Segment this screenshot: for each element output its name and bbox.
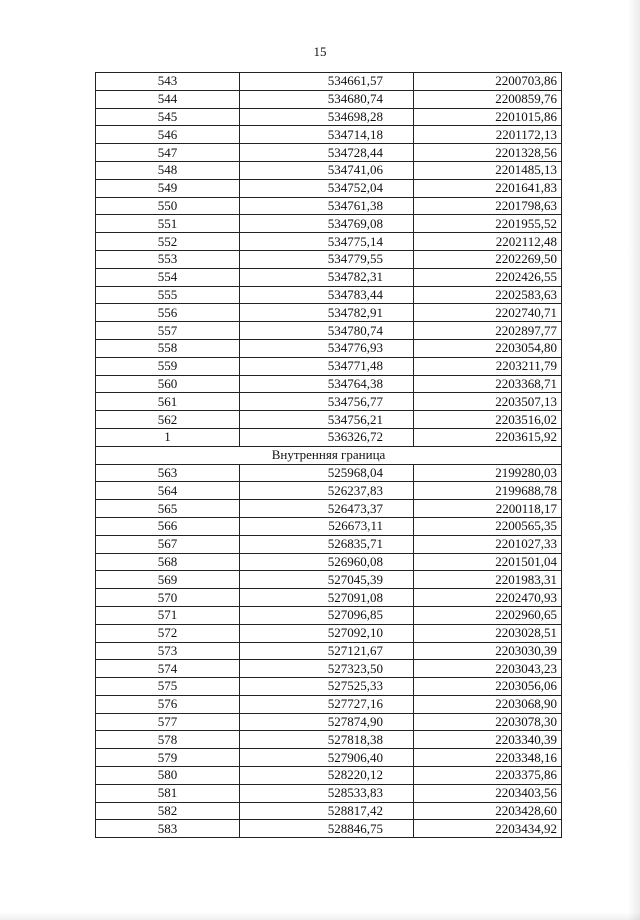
y-coordinate-cell: 2200565,35 xyxy=(414,517,562,535)
table-row xyxy=(96,322,562,340)
y-coordinate-cell: 2203615,92 xyxy=(414,428,562,446)
y-coordinate-cell: 2203211,79 xyxy=(414,357,562,375)
table-row xyxy=(96,589,562,607)
x-coordinate-cell: 534783,44 xyxy=(240,286,414,304)
y-coordinate-cell: 2201983,31 xyxy=(414,571,562,589)
point-number-cell: 552 xyxy=(96,233,240,251)
point-number-cell: 577 xyxy=(96,713,240,731)
point-number-cell: 570 xyxy=(96,589,240,607)
y-coordinate-cell: 2202112,48 xyxy=(414,233,562,251)
point-number-cell: 583 xyxy=(96,820,240,838)
point-number-cell: 544 xyxy=(96,90,240,108)
point-number-cell: 574 xyxy=(96,660,240,678)
x-coordinate-cell: 526835,71 xyxy=(240,535,414,553)
y-coordinate-cell: 2201955,52 xyxy=(414,215,562,233)
point-number-cell: 563 xyxy=(96,464,240,482)
table-row xyxy=(96,179,562,197)
y-coordinate-cell: 2199280,03 xyxy=(414,464,562,482)
y-coordinate-cell: 2201027,33 xyxy=(414,535,562,553)
y-coordinate-cell: 2202960,65 xyxy=(414,606,562,624)
x-coordinate-cell: 528846,75 xyxy=(240,820,414,838)
point-number-cell: 550 xyxy=(96,197,240,215)
x-coordinate-cell: 527096,85 xyxy=(240,606,414,624)
point-number-cell: 562 xyxy=(96,411,240,429)
x-coordinate-cell: 534661,57 xyxy=(240,73,414,91)
y-coordinate-cell: 2203028,51 xyxy=(414,624,562,642)
table-row xyxy=(96,642,562,660)
y-coordinate-cell: 2201641,83 xyxy=(414,179,562,197)
x-coordinate-cell: 534728,44 xyxy=(240,144,414,162)
coordinates-table xyxy=(95,72,562,838)
x-coordinate-cell: 534756,77 xyxy=(240,393,414,411)
table-row xyxy=(96,535,562,553)
point-number-cell: 555 xyxy=(96,286,240,304)
table-row xyxy=(96,339,562,357)
y-coordinate-cell: 2203375,86 xyxy=(414,767,562,785)
table-row xyxy=(96,144,562,162)
x-coordinate-cell: 536326,72 xyxy=(240,428,414,446)
table-row xyxy=(96,268,562,286)
table-row xyxy=(96,606,562,624)
point-number-cell: 565 xyxy=(96,500,240,518)
y-coordinate-cell: 2202426,55 xyxy=(414,268,562,286)
point-number-cell: 579 xyxy=(96,749,240,767)
y-coordinate-cell: 2202269,50 xyxy=(414,250,562,268)
y-coordinate-cell: 2200118,17 xyxy=(414,500,562,518)
y-coordinate-cell: 2202583,63 xyxy=(414,286,562,304)
x-coordinate-cell: 534782,31 xyxy=(240,268,414,286)
y-coordinate-cell: 2203054,80 xyxy=(414,339,562,357)
y-coordinate-cell: 2203428,60 xyxy=(414,802,562,820)
point-number-cell: 575 xyxy=(96,678,240,696)
table-row xyxy=(96,713,562,731)
table-row xyxy=(96,464,562,482)
table-row xyxy=(96,678,562,696)
y-coordinate-cell: 2201015,86 xyxy=(414,108,562,126)
x-coordinate-cell: 534779,55 xyxy=(240,250,414,268)
table-row xyxy=(96,695,562,713)
table-row xyxy=(96,393,562,411)
point-number-cell: 578 xyxy=(96,731,240,749)
y-coordinate-cell: 2203368,71 xyxy=(414,375,562,393)
table-row xyxy=(96,304,562,322)
table-row xyxy=(96,375,562,393)
point-number-cell: 581 xyxy=(96,784,240,802)
table-row xyxy=(96,802,562,820)
point-number-cell: 573 xyxy=(96,642,240,660)
page-number: 15 xyxy=(313,44,327,59)
x-coordinate-cell: 527092,10 xyxy=(240,624,414,642)
point-number-cell: 572 xyxy=(96,624,240,642)
table-row xyxy=(96,197,562,215)
x-coordinate-cell: 528533,83 xyxy=(240,784,414,802)
table-row xyxy=(96,428,562,446)
y-coordinate-cell: 2202470,93 xyxy=(414,589,562,607)
x-coordinate-cell: 527323,50 xyxy=(240,660,414,678)
table-row xyxy=(96,553,562,571)
table-row xyxy=(96,482,562,500)
point-number-cell: 556 xyxy=(96,304,240,322)
table-row xyxy=(96,126,562,144)
point-number-cell: 566 xyxy=(96,517,240,535)
table-row xyxy=(96,571,562,589)
point-number-cell: 569 xyxy=(96,571,240,589)
table-row xyxy=(96,749,562,767)
table-row xyxy=(96,500,562,518)
x-coordinate-cell: 534782,91 xyxy=(240,304,414,322)
point-number-cell: 543 xyxy=(96,73,240,91)
scan-shadow-bottom xyxy=(0,912,640,920)
x-coordinate-cell: 534776,93 xyxy=(240,339,414,357)
y-coordinate-cell: 2201172,13 xyxy=(414,126,562,144)
table-row xyxy=(96,286,562,304)
x-coordinate-cell: 527906,40 xyxy=(240,749,414,767)
y-coordinate-cell: 2203078,30 xyxy=(414,713,562,731)
table-row xyxy=(96,660,562,678)
table-row xyxy=(96,161,562,179)
section-header-row xyxy=(96,446,562,464)
point-number-cell: 582 xyxy=(96,802,240,820)
y-coordinate-cell: 2200859,76 xyxy=(414,90,562,108)
point-number-cell: 564 xyxy=(96,482,240,500)
point-number-cell: 576 xyxy=(96,695,240,713)
point-number-cell: 568 xyxy=(96,553,240,571)
x-coordinate-cell: 534761,38 xyxy=(240,197,414,215)
point-number-cell: 558 xyxy=(96,339,240,357)
table-row xyxy=(96,357,562,375)
x-coordinate-cell: 527727,16 xyxy=(240,695,414,713)
point-number-cell: 560 xyxy=(96,375,240,393)
x-coordinate-cell: 534752,04 xyxy=(240,179,414,197)
point-number-cell: 545 xyxy=(96,108,240,126)
point-number-cell: 567 xyxy=(96,535,240,553)
y-coordinate-cell: 2203403,56 xyxy=(414,784,562,802)
y-coordinate-cell: 2200703,86 xyxy=(414,73,562,91)
point-number-cell: 554 xyxy=(96,268,240,286)
table-row xyxy=(96,233,562,251)
y-coordinate-cell: 2203516,02 xyxy=(414,411,562,429)
y-coordinate-cell: 2199688,78 xyxy=(414,482,562,500)
y-coordinate-cell: 2203348,16 xyxy=(414,749,562,767)
x-coordinate-cell: 527091,08 xyxy=(240,589,414,607)
point-number-cell: 561 xyxy=(96,393,240,411)
point-number-cell: 580 xyxy=(96,767,240,785)
table-row xyxy=(96,250,562,268)
point-number-cell: 547 xyxy=(96,144,240,162)
point-number-cell: 548 xyxy=(96,161,240,179)
y-coordinate-cell: 2203340,39 xyxy=(414,731,562,749)
x-coordinate-cell: 534698,28 xyxy=(240,108,414,126)
point-number-cell: 551 xyxy=(96,215,240,233)
x-coordinate-cell: 527121,67 xyxy=(240,642,414,660)
table-row xyxy=(96,767,562,785)
y-coordinate-cell: 2203043,23 xyxy=(414,660,562,678)
scan-shadow-right xyxy=(628,0,640,920)
y-coordinate-cell: 2201798,63 xyxy=(414,197,562,215)
point-number-cell: 546 xyxy=(96,126,240,144)
x-coordinate-cell: 527045,39 xyxy=(240,571,414,589)
y-coordinate-cell: 2201485,13 xyxy=(414,161,562,179)
table-row xyxy=(96,108,562,126)
x-coordinate-cell: 534771,48 xyxy=(240,357,414,375)
point-number-cell: 557 xyxy=(96,322,240,340)
y-coordinate-cell: 2203056,06 xyxy=(414,678,562,696)
x-coordinate-cell: 534764,38 xyxy=(240,375,414,393)
section-divider xyxy=(96,446,562,464)
x-coordinate-cell: 534680,74 xyxy=(240,90,414,108)
x-coordinate-cell: 527525,33 xyxy=(240,678,414,696)
y-coordinate-cell: 2203030,39 xyxy=(414,642,562,660)
x-coordinate-cell: 525968,04 xyxy=(240,464,414,482)
table-row xyxy=(96,517,562,535)
x-coordinate-cell: 526960,08 xyxy=(240,553,414,571)
table-row xyxy=(96,90,562,108)
y-coordinate-cell: 2201501,04 xyxy=(414,553,562,571)
x-coordinate-cell: 527818,38 xyxy=(240,731,414,749)
y-coordinate-cell: 2202740,71 xyxy=(414,304,562,322)
x-coordinate-cell: 534780,74 xyxy=(240,322,414,340)
x-coordinate-cell: 526473,37 xyxy=(240,500,414,518)
x-coordinate-cell: 528220,12 xyxy=(240,767,414,785)
y-coordinate-cell: 2202897,77 xyxy=(414,322,562,340)
table-row xyxy=(96,73,562,91)
point-number-cell: 571 xyxy=(96,606,240,624)
x-coordinate-cell: 534775,14 xyxy=(240,233,414,251)
inner-boundary-rows xyxy=(96,464,562,838)
x-coordinate-cell: 528817,42 xyxy=(240,802,414,820)
y-coordinate-cell: 2201328,56 xyxy=(414,144,562,162)
section-label: Внутренняя граница xyxy=(96,446,562,464)
x-coordinate-cell: 527874,90 xyxy=(240,713,414,731)
x-coordinate-cell: 534756,21 xyxy=(240,411,414,429)
y-coordinate-cell: 2203434,92 xyxy=(414,820,562,838)
point-number-cell: 553 xyxy=(96,250,240,268)
x-coordinate-cell: 526237,83 xyxy=(240,482,414,500)
y-coordinate-cell: 2203507,13 xyxy=(414,393,562,411)
outer-boundary-rows xyxy=(96,73,562,447)
table-row xyxy=(96,731,562,749)
table-row xyxy=(96,215,562,233)
point-number-cell: 1 xyxy=(96,428,240,446)
table-row xyxy=(96,784,562,802)
y-coordinate-cell: 2203068,90 xyxy=(414,695,562,713)
table-row xyxy=(96,624,562,642)
x-coordinate-cell: 534741,06 xyxy=(240,161,414,179)
table-row xyxy=(96,820,562,838)
point-number-cell: 559 xyxy=(96,357,240,375)
x-coordinate-cell: 526673,11 xyxy=(240,517,414,535)
x-coordinate-cell: 534769,08 xyxy=(240,215,414,233)
table-row xyxy=(96,411,562,429)
x-coordinate-cell: 534714,18 xyxy=(240,126,414,144)
point-number-cell: 549 xyxy=(96,179,240,197)
